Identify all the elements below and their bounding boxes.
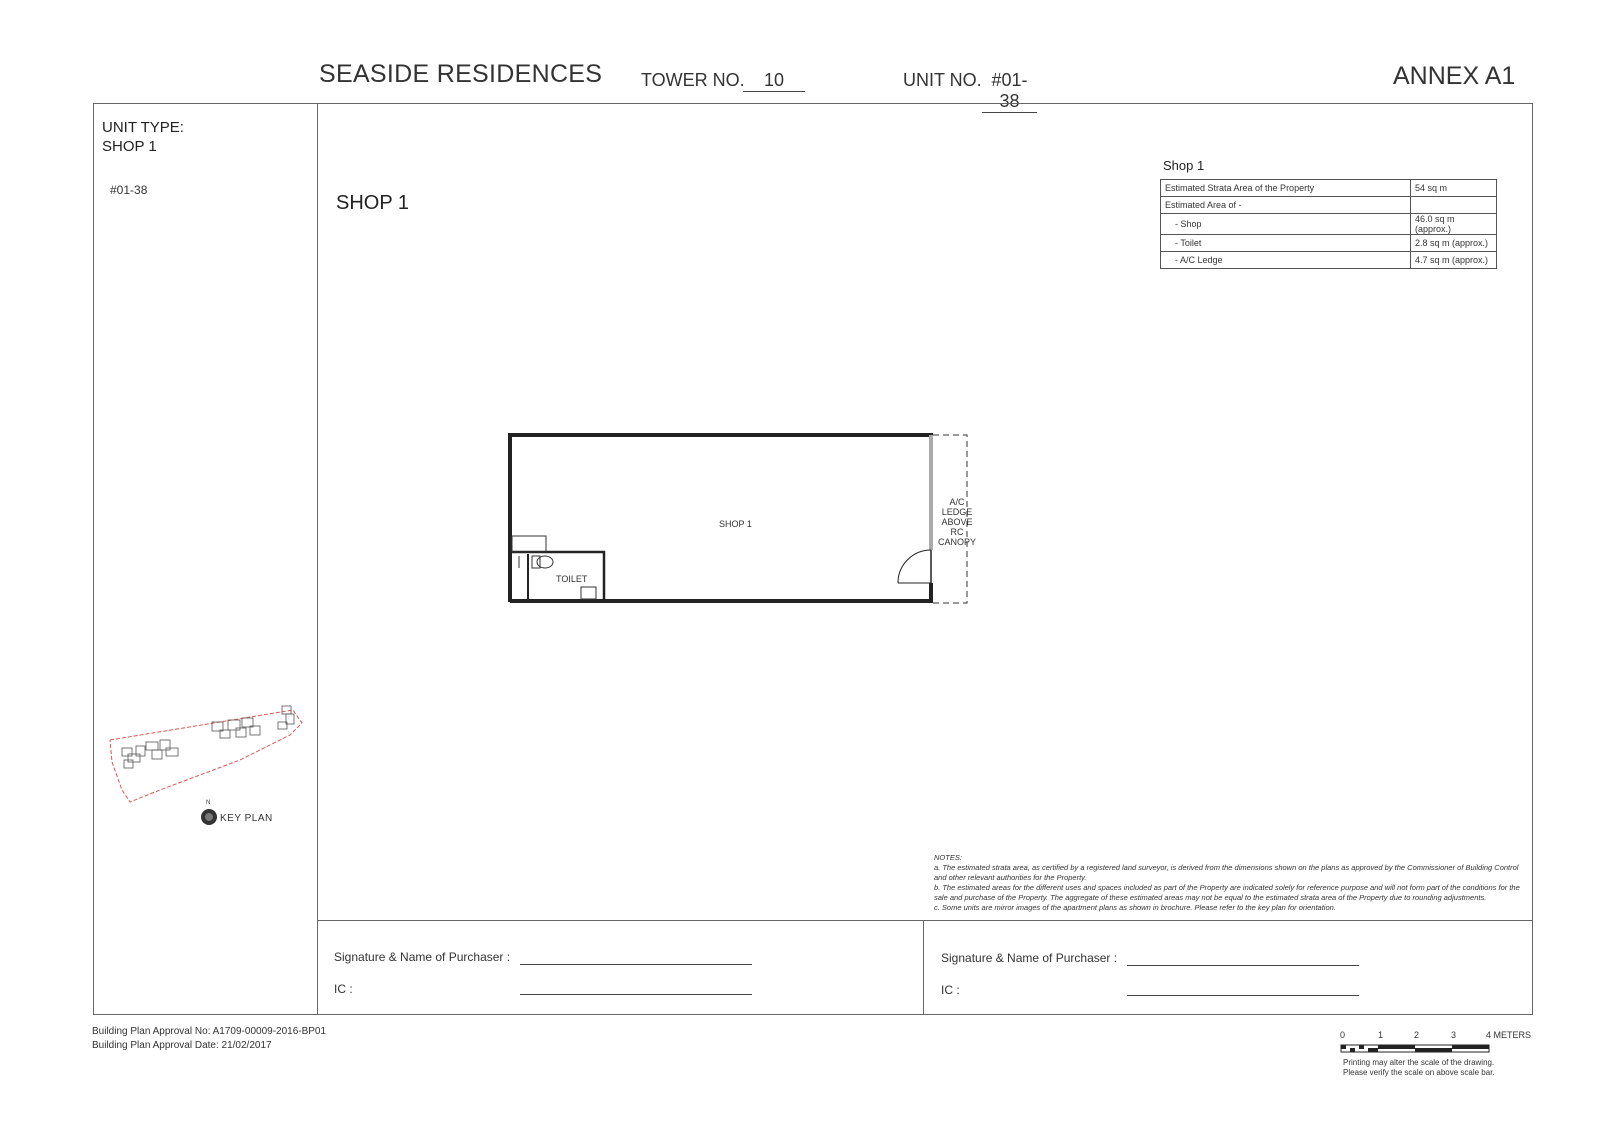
signature-section — [318, 920, 1533, 1015]
signature-line-right[interactable] — [1127, 965, 1359, 966]
table-row — [1161, 235, 1497, 252]
notes-heading: NOTES: — [934, 853, 962, 862]
scale-note-line: Printing may alter the scale of the drawing. — [1343, 1058, 1495, 1067]
area-label: - A/C Ledge — [1161, 252, 1411, 269]
ic-label-left: IC : — [334, 982, 353, 996]
unit-type-label: UNIT TYPE: — [102, 119, 184, 136]
unit-type-block — [102, 118, 184, 156]
area-value: 4.7 sq m (approx.) — [1411, 252, 1497, 269]
scale-note — [1343, 1058, 1495, 1078]
signature-label-left: Signature & Name of Purchaser : — [334, 950, 511, 964]
signature-line-left[interactable] — [520, 964, 752, 965]
tower-value: 10 — [743, 70, 805, 92]
scale-tick-label: 2 — [1414, 1030, 1420, 1040]
approval-block — [92, 1025, 326, 1053]
area-label: - Toilet — [1161, 235, 1411, 252]
table-row — [1161, 214, 1497, 235]
area-table — [1160, 179, 1497, 269]
table-row — [1161, 180, 1497, 197]
notes-block — [934, 853, 1524, 913]
note-item: b. The estimated areas for the different uses and spaces included as part of the Property are indicated solely for reference purpose and will not form part of the conditions for the sale and purchase of the Property. The aggregate of these estimated areas may not be equal to the estimated strata area of the Property due to rounding adjustments. — [934, 883, 1520, 902]
ic-line-left[interactable] — [520, 994, 752, 995]
ac-ledge-line: CANOPY — [937, 537, 976, 547]
area-value: 2.8 sq m (approx.) — [1411, 235, 1497, 252]
toilet-room-label: TOILET — [556, 574, 588, 584]
scale-tick-label: 0 — [1340, 1030, 1346, 1040]
shop-room-label: SHOP 1 — [719, 519, 752, 529]
scale-note-line: Please verify the scale on above scale bar. — [1343, 1068, 1495, 1077]
area-value: 46.0 sq m (approx.) — [1411, 214, 1497, 235]
ac-ledge-line: A/C — [949, 497, 965, 507]
unit-value: #01-38 — [982, 70, 1037, 113]
area-label: - Shop — [1161, 214, 1411, 235]
annex-label: ANNEX A1 — [1393, 62, 1516, 90]
scale-tick-label: 4 METERS — [1486, 1030, 1532, 1040]
unit-type-value: SHOP 1 — [102, 138, 157, 155]
plan-heading: SHOP 1 — [336, 192, 409, 214]
side-unit-number: #01-38 — [110, 183, 148, 197]
note-item: c. Some units are mirror images of the apartment plans as shown in brochure. Please refer to the key plan for orientation. — [934, 903, 1336, 912]
ic-line-right[interactable] — [1127, 995, 1359, 996]
scale-tick-label: 3 — [1451, 1030, 1457, 1040]
area-table-title: Shop 1 — [1163, 158, 1205, 173]
signature-label-right: Signature & Name of Purchaser : — [941, 951, 1118, 965]
ic-label-right: IC : — [941, 983, 960, 997]
ac-ledge-line: RC — [950, 527, 964, 537]
project-title: SEASIDE RESIDENCES — [319, 60, 603, 88]
scale-tick-label: 1 — [1378, 1030, 1384, 1040]
approval-date: Building Plan Approval Date: 21/02/2017 — [92, 1040, 272, 1051]
ac-ledge-label — [936, 497, 978, 547]
approval-number: Building Plan Approval No: A1709-00009-2016-BP01 — [92, 1026, 327, 1037]
note-item: a. The estimated strata area, as certified by a registered land surveyor, is derived from the dimensions shown on the plans as approved by the Commissioner of Building Control and other relevant authorities for the Property. — [934, 863, 1519, 882]
ac-ledge-line: LEDGE — [941, 507, 973, 517]
area-value: 54 sq m — [1411, 180, 1497, 197]
key-plan-label: KEY PLAN — [220, 813, 273, 824]
signature-divider — [923, 920, 924, 1015]
area-value — [1411, 197, 1497, 214]
area-label: Estimated Area of - — [1161, 197, 1411, 214]
tower-label: TOWER NO. — [641, 70, 745, 90]
left-column — [93, 103, 318, 1015]
ac-ledge-line: ABOVE — [941, 517, 973, 527]
table-row — [1161, 252, 1497, 269]
table-row — [1161, 197, 1497, 214]
area-label: Estimated Strata Area of the Property — [1161, 180, 1411, 197]
north-compass-icon — [200, 808, 218, 826]
unit-label: UNIT NO. — [903, 70, 982, 90]
north-label: N — [206, 800, 211, 806]
scale-bar — [1340, 1042, 1492, 1056]
